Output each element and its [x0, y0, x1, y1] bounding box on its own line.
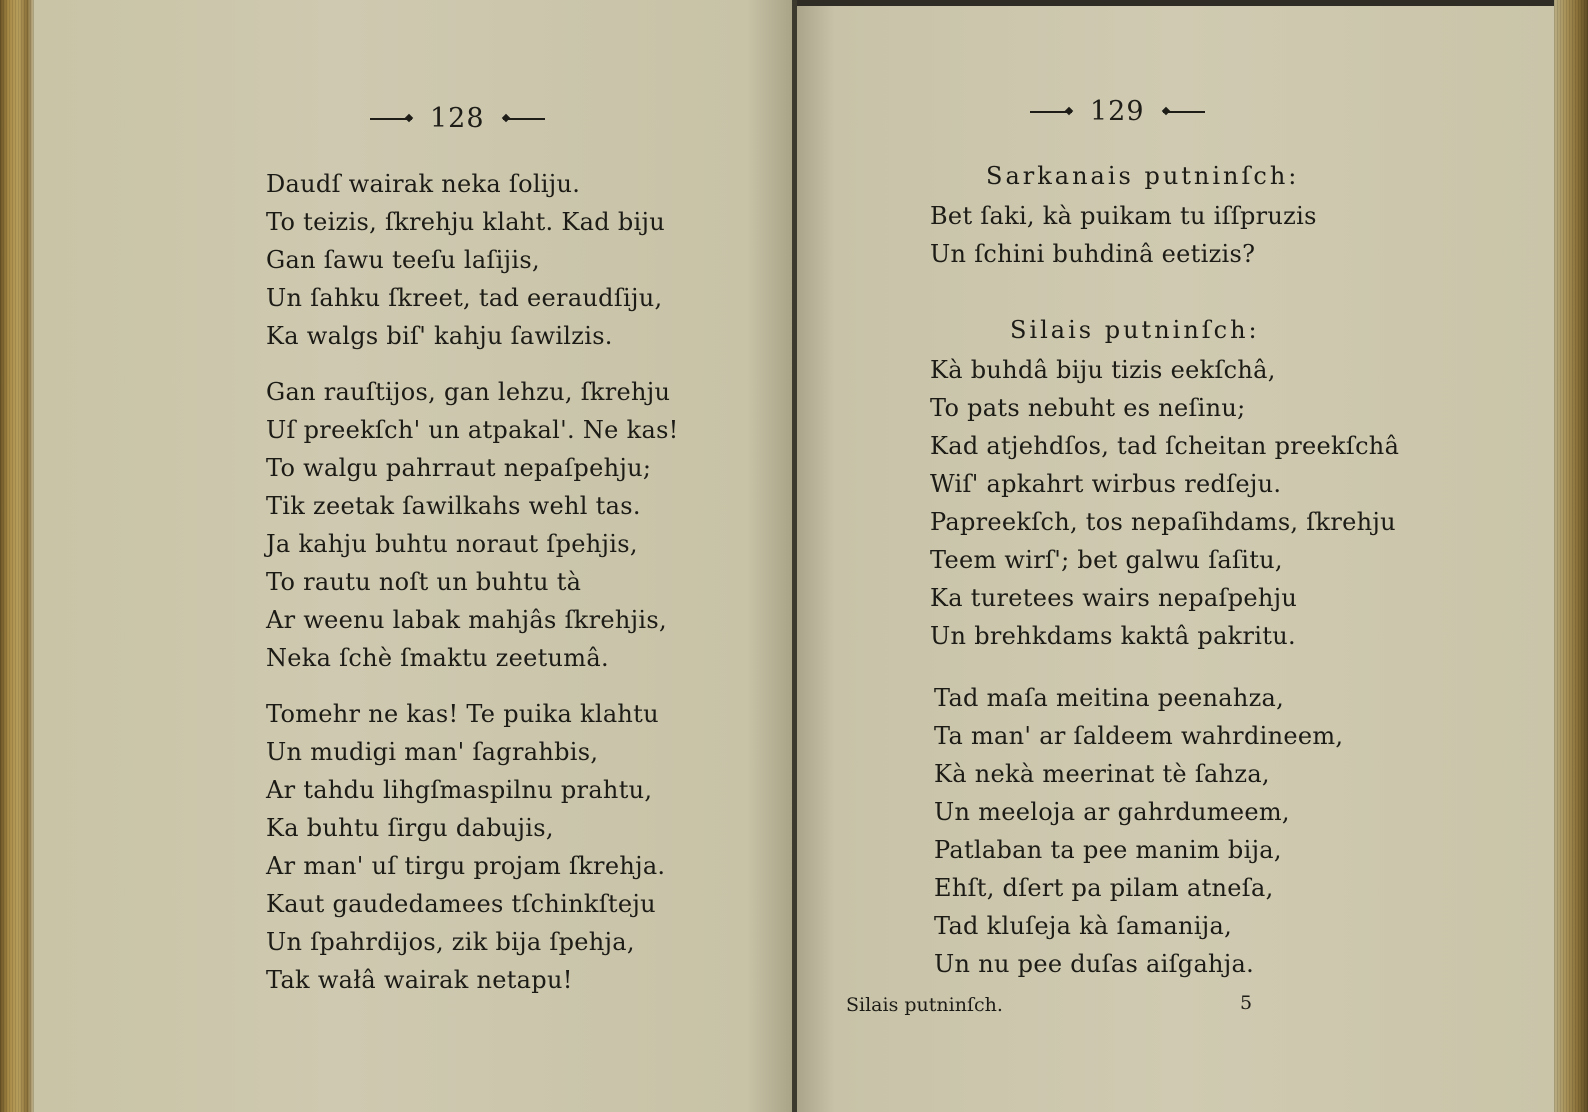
left-line: Un ſahku ſkreet, tad eeraudſiju, [266, 284, 663, 312]
right-line: To pats nebuht es neſinu; [930, 394, 1246, 422]
left-line: Tomehr ne kas! Te puika klahtu [266, 700, 659, 728]
left-line: Kaut gaudedamees tſchinkſteju [266, 890, 656, 918]
left-line: Tik zeetak ſawilkahs wehl tas. [266, 492, 641, 520]
speaker-heading: Sarkanais putninſch: [986, 162, 1300, 190]
right-line: Kà buhdâ biju tizis eekſchâ, [930, 356, 1276, 384]
signature-mark: 5 [1240, 992, 1253, 1014]
right-line: Ta man' ar ſaldeem wahrdineem, [934, 722, 1344, 750]
left-line: Gan rauſtijos, gan lehzu, ſkrehju [266, 378, 671, 406]
right-line: Tad kluſeja kà ſamanija, [934, 912, 1233, 940]
ornament-right-icon [503, 118, 545, 120]
left-line: Ka buhtu ſirgu dabujis, [266, 814, 554, 842]
left-line: Ka walgs biſ' kahju ſawilzis. [266, 322, 613, 350]
left-page-number-text: 128 [430, 103, 485, 134]
left-line: Ar man' uſ tirgu projam ſkrehja. [266, 852, 666, 880]
right-line: Ehſt, dſert pa pilam atneſa, [934, 874, 1274, 902]
left-line: Ar weenu labak mahjâs ſkrehjis, [266, 606, 667, 634]
speaker-heading: Silais putninſch: [1010, 316, 1260, 344]
left-line: Ar tahdu lihgſmaspilnu prahtu, [266, 776, 653, 804]
right-line: Bet ſaki, kà puikam tu iſſpruzis [930, 202, 1317, 230]
right-line: Ka turetees wairs nepaſpehju [930, 584, 1298, 612]
right-line: Teem wirſ'; bet galwu ſaſitu, [930, 546, 1283, 574]
right-line: Un meeloja ar gahrdumeem, [934, 798, 1290, 826]
right-line: Kad atjehdſos, tad ſcheitan preekſchâ [930, 432, 1400, 460]
page-edges-right [1554, 0, 1588, 1112]
right-line: Papreekſch, tos nepaſihdams, ſkrehju [930, 508, 1396, 536]
left-line: Un ſpahrdijos, zik bija ſpehja, [266, 928, 635, 956]
right-line: Un ſchini buhdinâ eetizis? [930, 240, 1256, 268]
left-line: Neka ſchè ſmaktu zeetumâ. [266, 644, 609, 672]
left-page-number [370, 103, 545, 134]
right-page-number-text: 129 [1090, 96, 1145, 127]
right-line: Kà nekà meerinat tè ſahza, [934, 760, 1270, 788]
left-line: Ja kahju buhtu noraut ſpehjis, [266, 530, 638, 558]
left-line: To walgu pahrraut nepaſpehju; [266, 454, 652, 482]
ornament-right-icon [1163, 111, 1205, 113]
left-line: To teizis, ſkrehju klaht. Kad biju [266, 208, 665, 236]
left-line: Daudſ wairak neka ſoliju. [266, 170, 581, 198]
left-line: Gan ſawu teeſu laſijis, [266, 246, 540, 274]
right-line: Wiſ' apkahrt wirbus redſeju. [930, 470, 1282, 498]
right-line: Un brehkdams kaktâ pakritu. [930, 622, 1296, 650]
left-line: To rautu noſt un buhtu tà [266, 568, 582, 596]
left-line: Uſ preekſch' un atpakal'. Ne kas! [266, 416, 679, 444]
right-page-number [1030, 96, 1205, 127]
right-line: Patlaban ta pee manim bija, [934, 836, 1282, 864]
ornament-left-icon [370, 118, 412, 120]
page-edges-left [0, 0, 34, 1112]
footer-title: Silais putninſch. [846, 994, 1003, 1016]
ornament-left-icon [1030, 111, 1072, 113]
right-line: Tad maſa meitina peenahza, [934, 684, 1285, 712]
left-line: Un mudigi man' ſagrahbis, [266, 738, 599, 766]
right-line: Un nu pee duſas aiſgahja. [934, 950, 1255, 978]
left-line: Tak wałâ wairak netapu! [266, 966, 573, 994]
